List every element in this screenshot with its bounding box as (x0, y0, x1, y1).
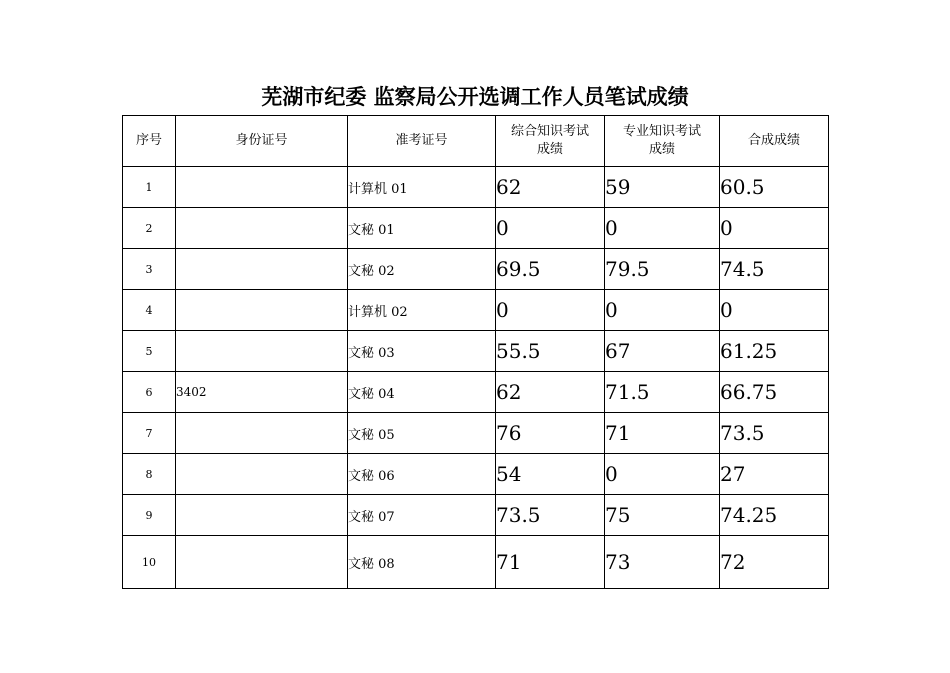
table-row (123, 290, 829, 331)
cell-seq: 4 (123, 290, 176, 331)
cell-exam-no: 文秘 04 (348, 372, 496, 413)
cell-general-score: 54 (496, 454, 605, 495)
cell-professional-score: 75 (605, 495, 720, 536)
cell-id-card (176, 536, 348, 589)
cell-id-card (176, 495, 348, 536)
cell-professional-score: 71 (605, 413, 720, 454)
cell-combined-score: 0 (720, 208, 829, 249)
cell-seq: 3 (123, 249, 176, 290)
cell-professional-score: 67 (605, 331, 720, 372)
cell-seq: 9 (123, 495, 176, 536)
table-row (123, 208, 829, 249)
table-row (123, 249, 829, 290)
cell-general-score: 76 (496, 413, 605, 454)
cell-id-card (176, 454, 348, 495)
table-row (123, 536, 829, 589)
table-header-row (123, 116, 829, 167)
cell-id-card (176, 290, 348, 331)
cell-general-score: 62 (496, 372, 605, 413)
cell-exam-no: 文秘 07 (348, 495, 496, 536)
cell-professional-score: 0 (605, 208, 720, 249)
cell-professional-score: 71.5 (605, 372, 720, 413)
cell-seq: 8 (123, 454, 176, 495)
cell-general-score: 69.5 (496, 249, 605, 290)
header-general-line2: 成绩 (536, 142, 563, 157)
cell-general-score: 0 (496, 208, 605, 249)
cell-general-score: 0 (496, 290, 605, 331)
header-seq: 序号 (123, 116, 176, 167)
cell-general-score: 55.5 (496, 331, 605, 372)
table-row (123, 454, 829, 495)
cell-professional-score: 79.5 (605, 249, 720, 290)
header-general-line1: 综合知识考试 (510, 124, 589, 139)
cell-professional-score: 59 (605, 167, 720, 208)
cell-general-score: 62 (496, 167, 605, 208)
cell-exam-no: 计算机 01 (348, 167, 496, 208)
cell-professional-score: 0 (605, 290, 720, 331)
cell-id-card (176, 413, 348, 454)
cell-combined-score: 72 (720, 536, 829, 589)
cell-exam-no: 文秘 06 (348, 454, 496, 495)
cell-id-card (176, 331, 348, 372)
header-combined-score: 合成成绩 (720, 116, 829, 167)
cell-exam-no: 计算机 02 (348, 290, 496, 331)
table-row (123, 167, 829, 208)
cell-professional-score: 0 (605, 454, 720, 495)
score-table (122, 115, 829, 589)
cell-exam-no: 文秘 01 (348, 208, 496, 249)
cell-seq: 6 (123, 372, 176, 413)
table-row (123, 372, 829, 413)
header-professional-line2: 成绩 (648, 142, 675, 157)
cell-combined-score: 60.5 (720, 167, 829, 208)
cell-seq: 1 (123, 167, 176, 208)
cell-combined-score: 73.5 (720, 413, 829, 454)
table-row (123, 331, 829, 372)
cell-combined-score: 74.5 (720, 249, 829, 290)
cell-id-card (176, 249, 348, 290)
cell-professional-score: 73 (605, 536, 720, 589)
header-professional-line1: 专业知识考试 (622, 124, 701, 139)
cell-id-card: 3402 (176, 372, 348, 413)
cell-combined-score: 74.25 (720, 495, 829, 536)
cell-combined-score: 27 (720, 454, 829, 495)
header-professional-score (605, 116, 720, 167)
table-row (123, 413, 829, 454)
cell-seq: 7 (123, 413, 176, 454)
header-general-score (496, 116, 605, 167)
cell-seq: 10 (123, 536, 176, 589)
cell-combined-score: 61.25 (720, 331, 829, 372)
cell-seq: 5 (123, 331, 176, 372)
cell-general-score: 71 (496, 536, 605, 589)
cell-exam-no: 文秘 02 (348, 249, 496, 290)
cell-seq: 2 (123, 208, 176, 249)
cell-general-score: 73.5 (496, 495, 605, 536)
cell-exam-no: 文秘 05 (348, 413, 496, 454)
cell-id-card (176, 208, 348, 249)
header-exam-no: 准考证号 (348, 116, 496, 167)
cell-combined-score: 0 (720, 290, 829, 331)
table-row (123, 495, 829, 536)
cell-exam-no: 文秘 03 (348, 331, 496, 372)
cell-exam-no: 文秘 08 (348, 536, 496, 589)
cell-id-card (176, 167, 348, 208)
header-id-card: 身份证号 (176, 116, 348, 167)
cell-combined-score: 66.75 (720, 372, 829, 413)
page-title: 芜湖市纪委 监察局公开选调工作人员笔试成绩 (261, 85, 689, 109)
